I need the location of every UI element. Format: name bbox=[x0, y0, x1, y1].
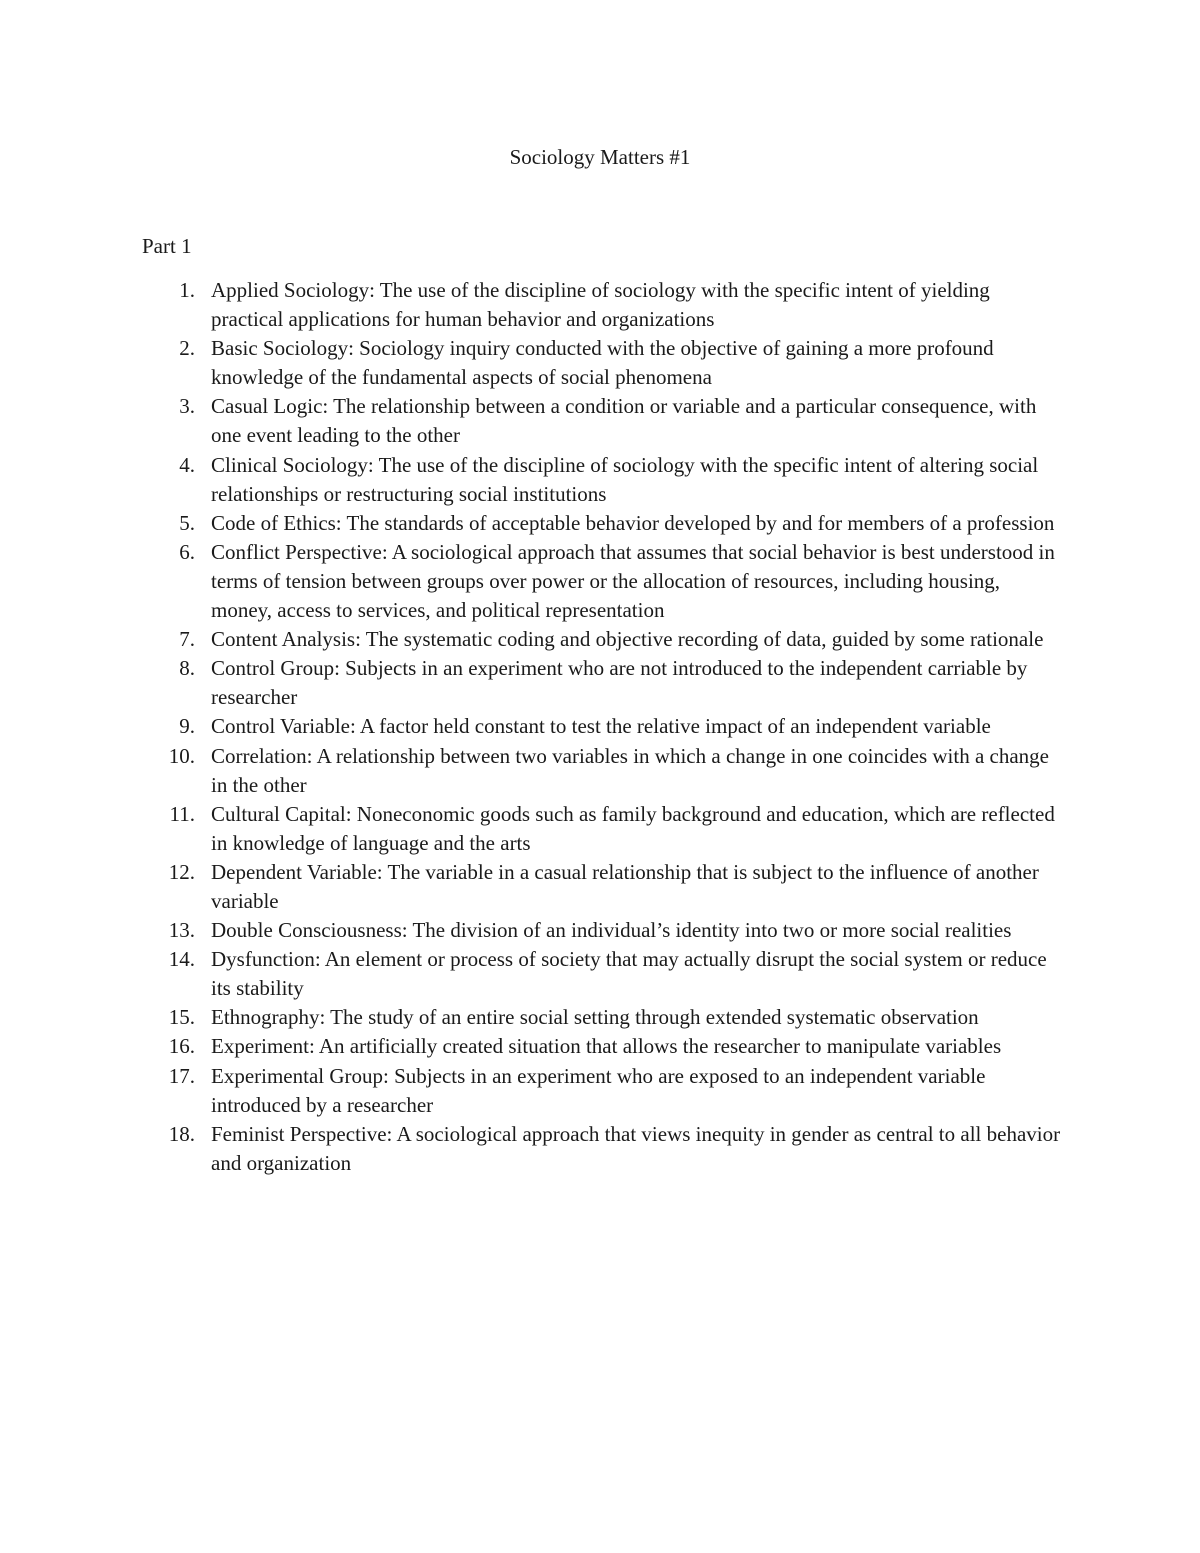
list-item bbox=[0, 1062, 1200, 1120]
document-title: Sociology Matters #1 bbox=[509, 145, 691, 169]
item-number: 7. bbox=[179, 627, 195, 652]
list-item bbox=[0, 392, 1200, 450]
list-item bbox=[0, 334, 1200, 392]
list-item bbox=[0, 276, 1200, 334]
item-text: Clinical Sociology: The use of the discipline of sociology with the specific intent of altering social relationships or restructuring social institutions bbox=[211, 452, 1039, 506]
term-list bbox=[0, 276, 1200, 1178]
item-text: Dysfunction: An element or process of society that may actually disrupt the social system or reduce its stability bbox=[211, 947, 1047, 1001]
list-item bbox=[0, 509, 1200, 538]
item-text: Control Variable: A factor held constant to test the relative impact of an independent variable bbox=[211, 714, 991, 739]
list-item bbox=[0, 712, 1200, 741]
item-number: 13. bbox=[168, 918, 195, 943]
item-number: 4. bbox=[179, 452, 195, 477]
item-number: 15. bbox=[168, 1005, 195, 1030]
item-text: Control Group: Subjects in an experiment who are not introduced to the independent carriable by researcher bbox=[211, 656, 1028, 710]
list-item bbox=[0, 1003, 1200, 1032]
list-item bbox=[0, 451, 1200, 509]
item-text: Casual Logic: The relationship between a condition or variable and a particular consequence, with one event leading to the other bbox=[211, 394, 1037, 448]
item-number: 5. bbox=[179, 510, 195, 535]
item-text: Dependent Variable: The variable in a casual relationship that is subject to the influence of another variable bbox=[211, 859, 1039, 913]
item-text: Conflict Perspective: A sociological approach that assumes that social behavior is best understood in terms of tension between groups over power or the allocation of resources, including housing, money, access to services, and political representation bbox=[211, 539, 1055, 623]
item-number: 9. bbox=[179, 714, 195, 739]
item-text: Content Analysis: The systematic coding and objective recording of data, guided by some rationale bbox=[211, 627, 1044, 652]
list-item bbox=[0, 1120, 1200, 1178]
item-text: Applied Sociology: The use of the discipline of sociology with the specific intent of yielding practical applications for human behavior and organizations bbox=[211, 278, 990, 332]
item-number: 14. bbox=[168, 947, 195, 972]
item-text: Ethnography: The study of an entire social setting through extended systematic observation bbox=[211, 1005, 979, 1030]
item-text: Double Consciousness: The division of an individual’s identity into two or more social realities bbox=[211, 918, 1012, 943]
list-item bbox=[0, 742, 1200, 800]
item-number: 12. bbox=[168, 859, 195, 884]
item-number: 11. bbox=[169, 801, 195, 826]
section-heading: Part 1 bbox=[142, 234, 192, 258]
item-number: 18. bbox=[168, 1121, 195, 1146]
item-text: Code of Ethics: The standards of acceptable behavior developed by and for members of a profession bbox=[211, 510, 1055, 535]
item-text: Experimental Group: Subjects in an experiment who are exposed to an independent variable introduced by a researcher bbox=[211, 1063, 986, 1117]
item-text: Experiment: An artificially created situation that allows the researcher to manipulate variables bbox=[211, 1034, 1002, 1059]
item-number: 16. bbox=[168, 1034, 195, 1059]
item-number: 8. bbox=[179, 656, 195, 681]
item-number: 1. bbox=[179, 278, 195, 302]
list-item bbox=[0, 1032, 1200, 1061]
list-item bbox=[0, 916, 1200, 945]
list-item bbox=[0, 800, 1200, 858]
item-number: 3. bbox=[179, 394, 195, 419]
item-number: 2. bbox=[179, 336, 195, 361]
item-text: Basic Sociology: Sociology inquiry conducted with the objective of gaining a more profound knowledge of the fundamental aspects of social phenomena bbox=[211, 336, 994, 390]
item-number: 10. bbox=[168, 743, 195, 768]
item-number: 17. bbox=[168, 1063, 195, 1088]
list-item bbox=[0, 625, 1200, 654]
list-item bbox=[0, 654, 1200, 712]
list-item bbox=[0, 858, 1200, 916]
item-number: 6. bbox=[179, 539, 195, 564]
list-item bbox=[0, 538, 1200, 625]
item-text: Feminist Perspective: A sociological approach that views inequity in gender as central to all behavior and organization bbox=[211, 1121, 1061, 1175]
list-item bbox=[0, 945, 1200, 1003]
item-text: Cultural Capital: Noneconomic goods such as family background and education, which are reflected in knowledge of language and the arts bbox=[211, 801, 1055, 855]
item-text: Correlation: A relationship between two variables in which a change in one coincides with a change in the other bbox=[211, 743, 1049, 797]
